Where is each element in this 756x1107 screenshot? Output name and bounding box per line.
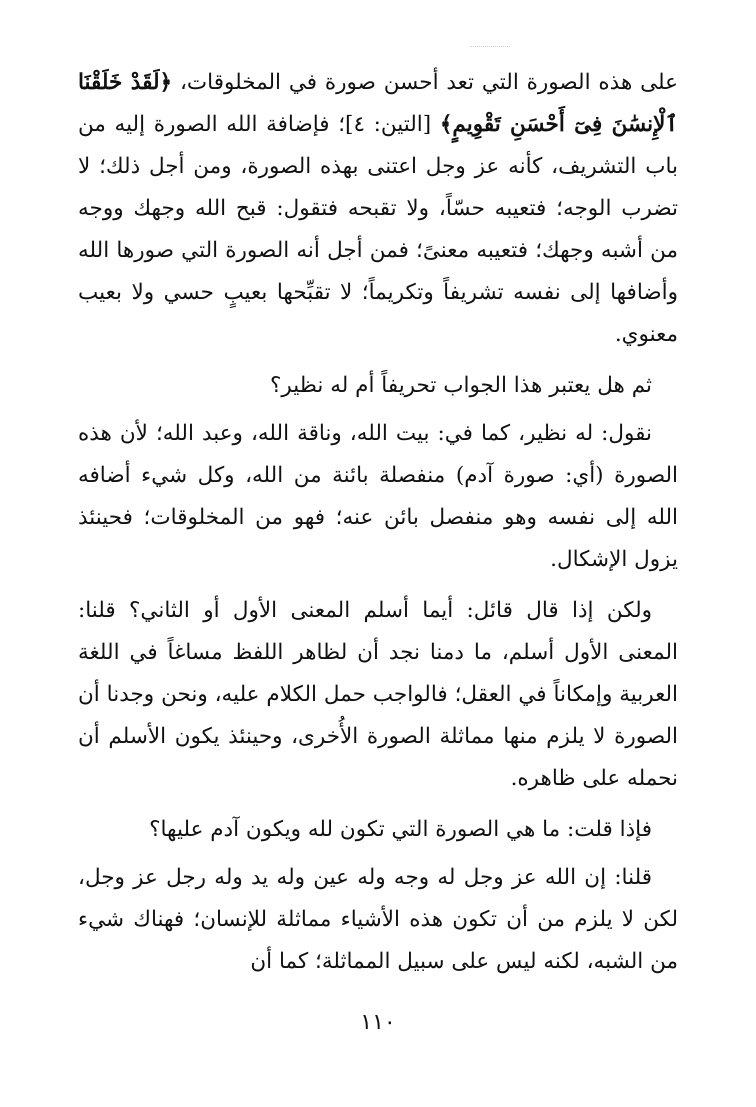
page-number: ١١٠ [360,1010,396,1035]
paragraph-1 [78,62,678,356]
paragraph-5: فإذا قلت: ما هي الصورة التي تكون لله ويكون آدم عليها؟ [149,817,652,842]
paragraph-3: نقول: له نظير، كما في: بيت الله، وناقة الله، وعبد الله؛ لأن هذه الصورة (أي: صورة آدم) منفصلة بائنة من الله، وكل شيء أضافه الله إلى نفسه وهو منفصل بائن عنه؛ فهو من المخلوقات؛ فحينئذ يزول الإشكال. [78,421,678,572]
paragraph-4: ولكن إذا قال قائل: أيما أسلم المعنى الأول أو الثاني؟ قلنا: المعنى الأول أسلم، ما دمنا نجد أن لظاهر اللفظ مساغاً في اللغة العربية وإمكاناً في العقل؛ فالواجب حمل الكلام عليه، ونحن وجدنا أن الصورة لا يلزم منها مماثلة الصورة الأُخرى، وحينئذ يكون الأسلم أن نحمله على ظاهره. [78,598,678,791]
paragraph-1-text-before-quote: على هذه الصورة التي تعد أحسن صورة في المخلوقات، [172,70,678,95]
page-top-mark [470,46,510,49]
paragraph-1-text-after-quote: [التين: ٤]؛ فإضافة الله الصورة إليه من باب التشريف، كأنه عز وجل اعتنى بهذه الصورة، ومن أجل ذلك؛ لا تضرب الوجه؛ فتعيبه حسّاً، ولا تقبحه فتقول: قبح الله وجهك ووجه من أشبه وجهك؛ فتعيبه معنىً؛ فمن أجل أنه الصورة التي صورها الله وأضافها إلى نفسه تشريفاً وتكريماً؛ لا تقبِّحها بعيبٍ حسي ولا بعيب معنوي. [78,112,678,347]
page-body [78,62,678,1022]
quran-verse: ﴿لَقَدْ خَلَقْنَا ٱلْإِنسَٰنَ فِىٓ أَحْسَنِ تَقْوِيمٍ﴾ [78,70,678,137]
paragraph-2: ثم هل يعتبر هذا الجواب تحريفاً أم له نظير؟ [270,373,652,398]
paragraph-6: قلنا: إن الله عز وجل له وجه وله عين وله يد وله رجل عز وجل، لكن لا يلزم من أن تكون هذه الأشياء مماثلة للإنسان؛ فهناك شيء من الشبه، لكنه ليس على سبيل المماثلة؛ كما أن [78,865,678,974]
